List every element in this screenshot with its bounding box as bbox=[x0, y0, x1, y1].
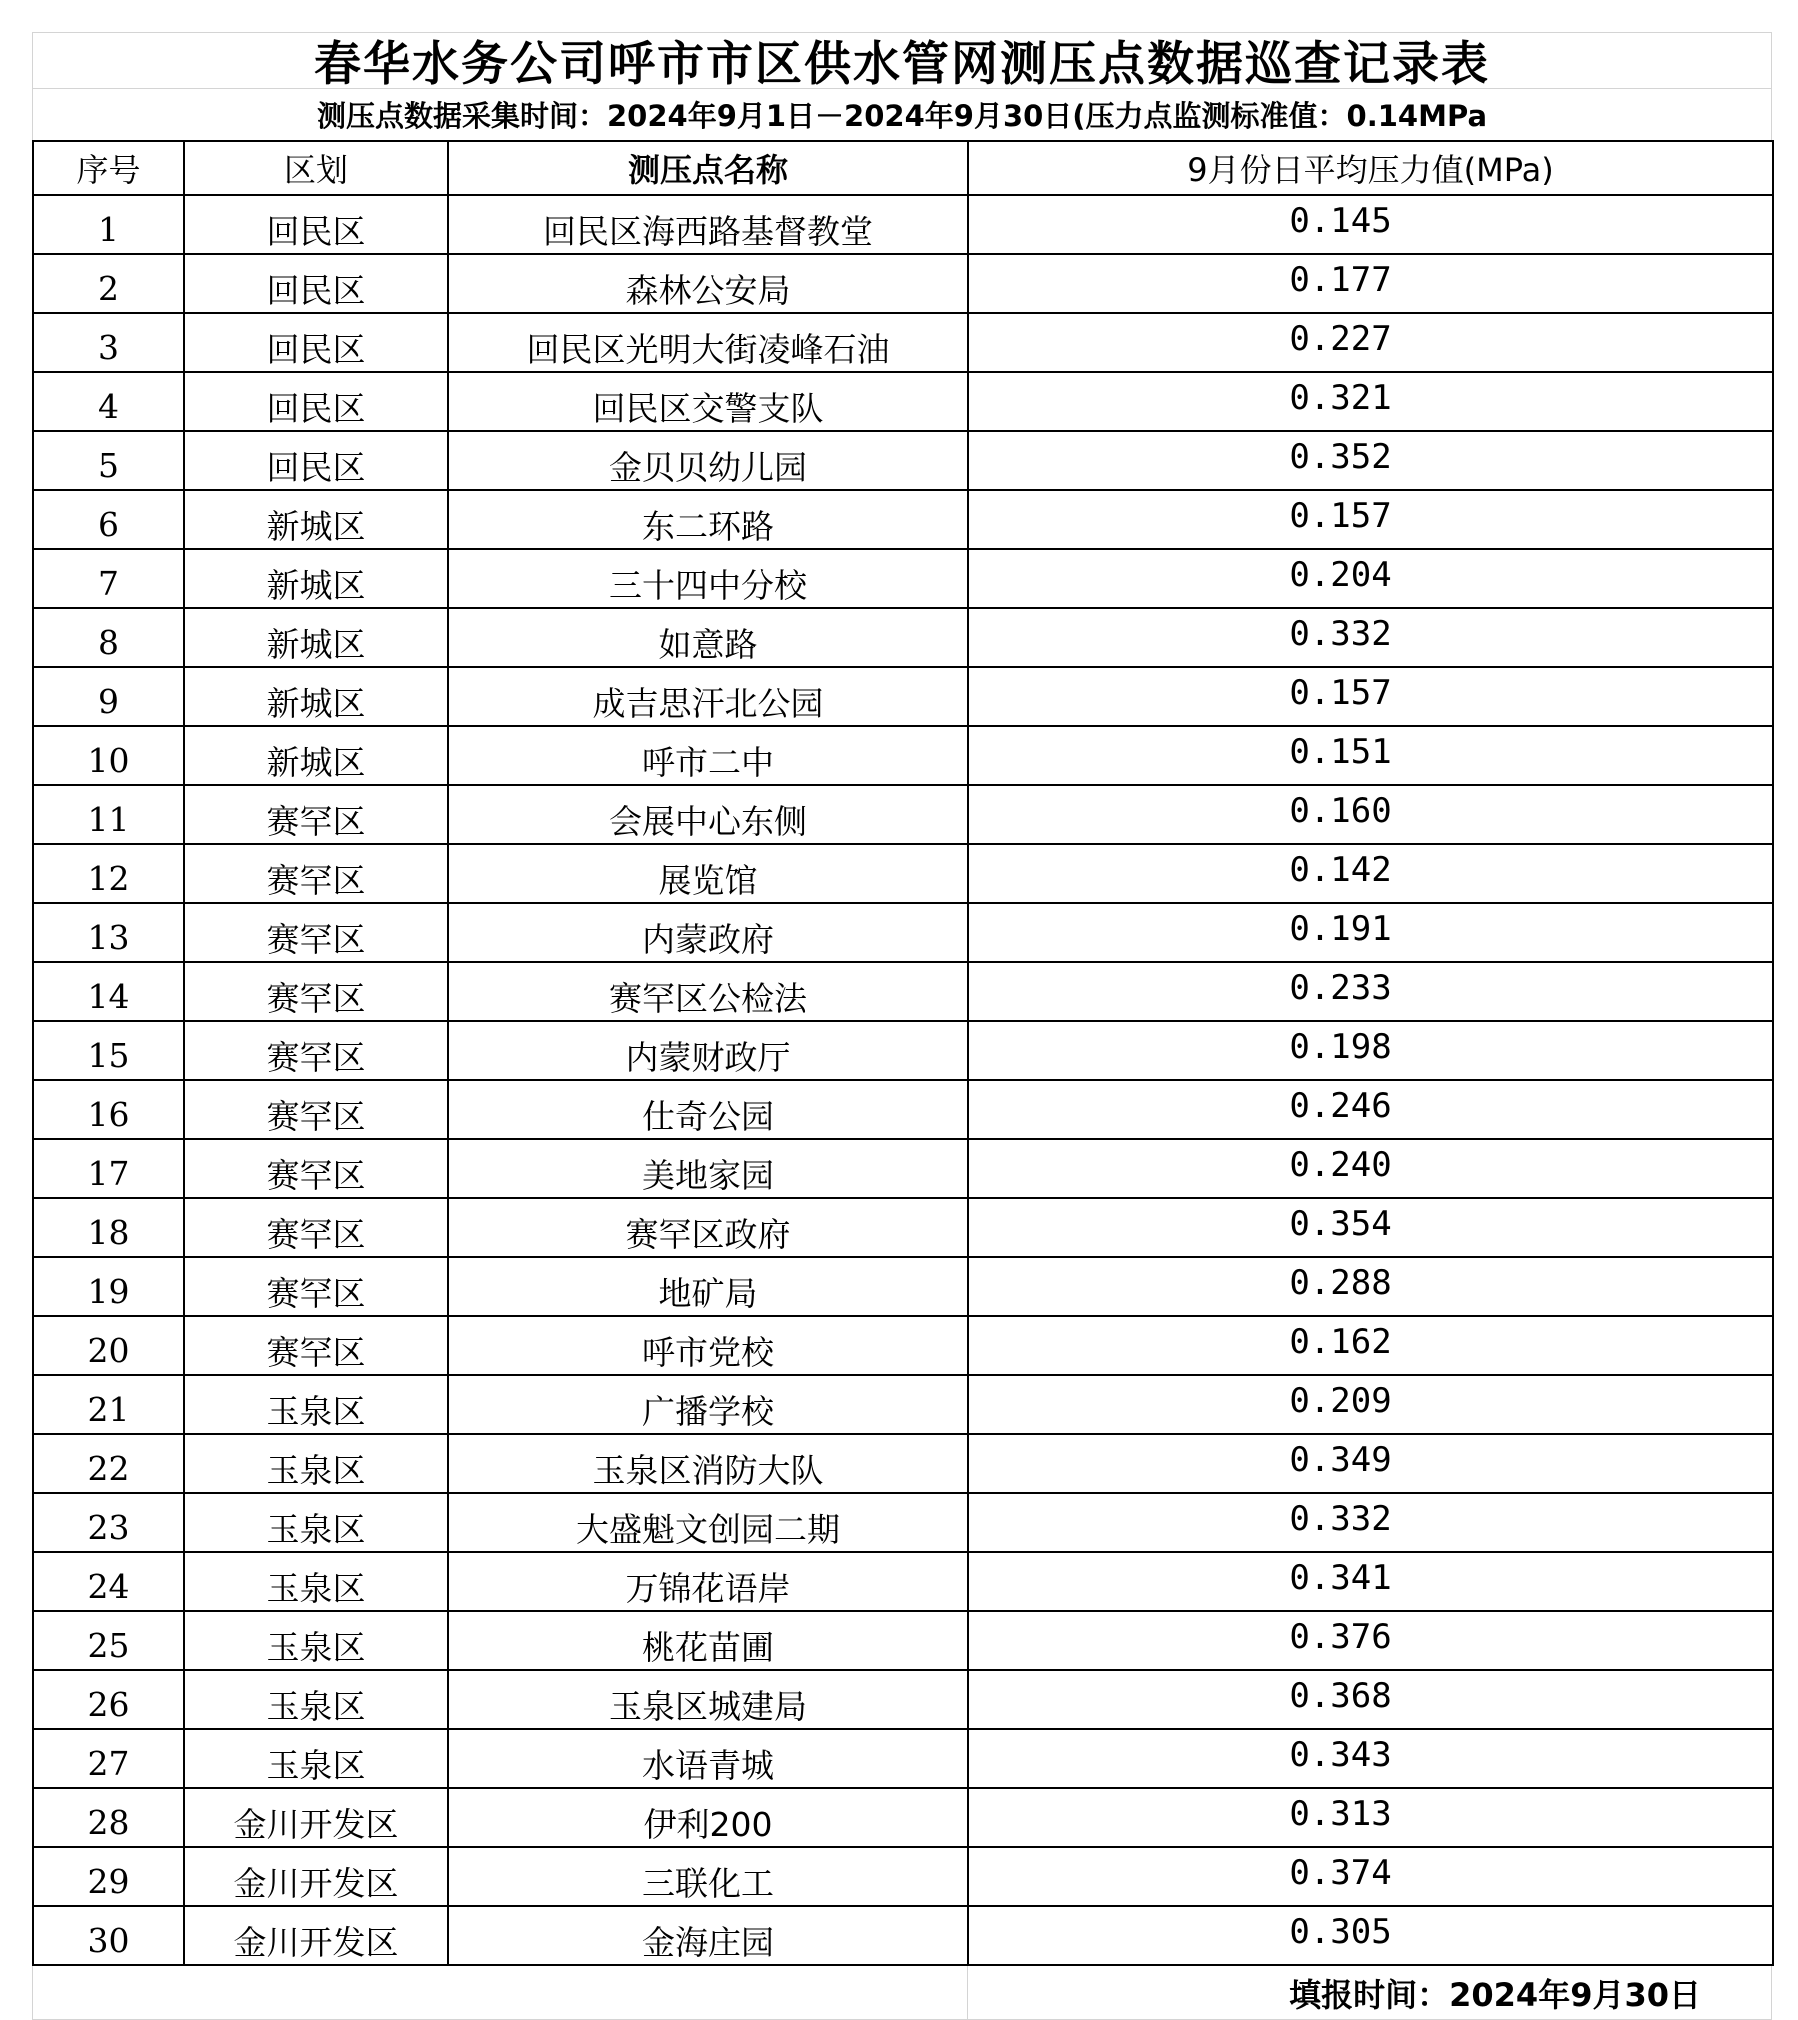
row-pressure-value-cell[interactable]: 0.305 bbox=[968, 1906, 1773, 1965]
row-index-cell[interactable]: 4 bbox=[33, 372, 184, 431]
table-row bbox=[33, 726, 1773, 785]
table-row bbox=[33, 667, 1773, 726]
row-district-cell[interactable]: 赛罕区 bbox=[184, 785, 448, 844]
row-district-cell[interactable]: 赛罕区 bbox=[184, 903, 448, 962]
row-district-cell[interactable]: 赛罕区 bbox=[184, 1021, 448, 1080]
row-index-cell[interactable]: 12 bbox=[33, 844, 184, 903]
row-index-cell[interactable]: 17 bbox=[33, 1139, 184, 1198]
table-row bbox=[33, 785, 1773, 844]
row-district-cell[interactable]: 玉泉区 bbox=[184, 1611, 448, 1670]
row-pressure-value-cell[interactable]: 0.374 bbox=[968, 1847, 1773, 1906]
row-pressure-value-cell[interactable]: 0.162 bbox=[968, 1316, 1773, 1375]
row-point-name-cell[interactable]: 内蒙财政厅 bbox=[448, 1021, 968, 1080]
table-row bbox=[33, 254, 1773, 313]
row-pressure-value-cell[interactable]: 0.151 bbox=[968, 726, 1773, 785]
row-point-name-cell[interactable]: 赛罕区政府 bbox=[448, 1198, 968, 1257]
row-pressure-value-cell[interactable]: 0.209 bbox=[968, 1375, 1773, 1434]
row-index-cell[interactable]: 27 bbox=[33, 1729, 184, 1788]
table-row bbox=[33, 1139, 1773, 1198]
row-index-cell[interactable]: 1 bbox=[33, 195, 184, 254]
table-row bbox=[33, 549, 1773, 608]
table-row bbox=[33, 1847, 1773, 1906]
row-pressure-value-cell[interactable]: 0.332 bbox=[968, 608, 1773, 667]
row-district-cell[interactable]: 玉泉区 bbox=[184, 1729, 448, 1788]
header-district[interactable]: 区划 bbox=[184, 141, 448, 195]
row-pressure-value-cell[interactable]: 0.240 bbox=[968, 1139, 1773, 1198]
table-row bbox=[33, 1493, 1773, 1552]
row-pressure-value-cell[interactable]: 0.157 bbox=[968, 667, 1773, 726]
row-district-cell[interactable]: 玉泉区 bbox=[184, 1493, 448, 1552]
row-district-cell[interactable]: 回民区 bbox=[184, 372, 448, 431]
row-point-name-cell[interactable]: 仕奇公园 bbox=[448, 1080, 968, 1139]
row-pressure-value-cell[interactable]: 0.352 bbox=[968, 431, 1773, 490]
row-point-name-cell[interactable]: 东二环路 bbox=[448, 490, 968, 549]
row-point-name-cell[interactable]: 水语青城 bbox=[448, 1729, 968, 1788]
row-district-cell[interactable]: 回民区 bbox=[184, 313, 448, 372]
row-point-name-cell[interactable]: 美地家园 bbox=[448, 1139, 968, 1198]
row-index-cell[interactable]: 28 bbox=[33, 1788, 184, 1847]
row-index-cell[interactable]: 26 bbox=[33, 1670, 184, 1729]
row-point-name-cell[interactable]: 金海庄园 bbox=[448, 1906, 968, 1965]
table-row bbox=[33, 1434, 1773, 1493]
row-point-name-cell[interactable]: 广播学校 bbox=[448, 1375, 968, 1434]
row-index-cell[interactable]: 11 bbox=[33, 785, 184, 844]
row-index-cell[interactable]: 13 bbox=[33, 903, 184, 962]
row-point-name-cell[interactable]: 万锦花语岸 bbox=[448, 1552, 968, 1611]
pressure-data-table bbox=[32, 140, 1774, 1966]
row-pressure-value-cell[interactable]: 0.191 bbox=[968, 903, 1773, 962]
row-index-cell[interactable]: 3 bbox=[33, 313, 184, 372]
row-index-cell[interactable]: 15 bbox=[33, 1021, 184, 1080]
row-pressure-value-cell[interactable]: 0.246 bbox=[968, 1080, 1773, 1139]
row-pressure-value-cell[interactable]: 0.204 bbox=[968, 549, 1773, 608]
row-index-cell[interactable]: 21 bbox=[33, 1375, 184, 1434]
row-point-name-cell[interactable]: 桃花苗圃 bbox=[448, 1611, 968, 1670]
row-point-name-cell[interactable]: 地矿局 bbox=[448, 1257, 968, 1316]
row-pressure-value-cell[interactable]: 0.321 bbox=[968, 372, 1773, 431]
table-body bbox=[33, 195, 1773, 1965]
row-point-name-cell[interactable]: 金贝贝幼儿园 bbox=[448, 431, 968, 490]
row-district-cell[interactable]: 赛罕区 bbox=[184, 1316, 448, 1375]
header-index[interactable]: 序号 bbox=[33, 141, 184, 195]
table-header-row bbox=[33, 141, 1773, 195]
row-point-name-cell[interactable]: 会展中心东侧 bbox=[448, 785, 968, 844]
row-point-name-cell[interactable]: 成吉思汗北公园 bbox=[448, 667, 968, 726]
row-district-cell[interactable]: 玉泉区 bbox=[184, 1375, 448, 1434]
row-point-name-cell[interactable]: 伊利200 bbox=[448, 1788, 968, 1847]
row-pressure-value-cell[interactable]: 0.313 bbox=[968, 1788, 1773, 1847]
row-district-cell[interactable]: 赛罕区 bbox=[184, 1257, 448, 1316]
row-index-cell[interactable]: 10 bbox=[33, 726, 184, 785]
row-district-cell[interactable]: 新城区 bbox=[184, 549, 448, 608]
row-index-cell[interactable]: 7 bbox=[33, 549, 184, 608]
row-point-name-cell[interactable]: 三联化工 bbox=[448, 1847, 968, 1906]
row-index-cell[interactable]: 24 bbox=[33, 1552, 184, 1611]
table-row bbox=[33, 195, 1773, 254]
row-district-cell[interactable]: 玉泉区 bbox=[184, 1434, 448, 1493]
row-point-name-cell[interactable]: 玉泉区消防大队 bbox=[448, 1434, 968, 1493]
row-index-cell[interactable]: 6 bbox=[33, 490, 184, 549]
row-district-cell[interactable]: 回民区 bbox=[184, 195, 448, 254]
row-district-cell[interactable]: 赛罕区 bbox=[184, 1198, 448, 1257]
row-index-cell[interactable]: 9 bbox=[33, 667, 184, 726]
row-index-cell[interactable]: 16 bbox=[33, 1080, 184, 1139]
table-row bbox=[33, 962, 1773, 1021]
table-row bbox=[33, 372, 1773, 431]
table-row bbox=[33, 1080, 1773, 1139]
table-row bbox=[33, 1729, 1773, 1788]
table-row bbox=[33, 1788, 1773, 1847]
row-district-cell[interactable]: 新城区 bbox=[184, 490, 448, 549]
collection-period-subtitle[interactable]: 测压点数据采集时间：2024年9月1日－2024年9月30日(压力点监测标准值：0.14MPa bbox=[32, 88, 1772, 140]
row-index-cell[interactable]: 19 bbox=[33, 1257, 184, 1316]
report-date[interactable]: 填报时间：2024年9月30日 bbox=[967, 1966, 1772, 2020]
table-row bbox=[33, 1670, 1773, 1729]
row-point-name-cell[interactable]: 大盛魁文创园二期 bbox=[448, 1493, 968, 1552]
row-point-name-cell[interactable]: 森林公安局 bbox=[448, 254, 968, 313]
row-index-cell[interactable]: 30 bbox=[33, 1906, 184, 1965]
row-district-cell[interactable]: 赛罕区 bbox=[184, 962, 448, 1021]
row-pressure-value-cell[interactable]: 0.332 bbox=[968, 1493, 1773, 1552]
row-pressure-value-cell[interactable]: 0.157 bbox=[968, 490, 1773, 549]
table-row bbox=[33, 1021, 1773, 1080]
row-pressure-value-cell[interactable]: 0.198 bbox=[968, 1021, 1773, 1080]
header-point-name[interactable]: 测压点名称 bbox=[448, 141, 968, 195]
row-district-cell[interactable]: 新城区 bbox=[184, 726, 448, 785]
row-point-name-cell[interactable]: 呼市二中 bbox=[448, 726, 968, 785]
row-point-name-cell[interactable]: 内蒙政府 bbox=[448, 903, 968, 962]
table-row bbox=[33, 1611, 1773, 1670]
row-district-cell[interactable]: 赛罕区 bbox=[184, 1139, 448, 1198]
row-district-cell[interactable]: 回民区 bbox=[184, 431, 448, 490]
row-district-cell[interactable]: 新城区 bbox=[184, 667, 448, 726]
row-index-cell[interactable]: 18 bbox=[33, 1198, 184, 1257]
row-pressure-value-cell[interactable]: 0.341 bbox=[968, 1552, 1773, 1611]
row-index-cell[interactable]: 14 bbox=[33, 962, 184, 1021]
row-pressure-value-cell[interactable]: 0.376 bbox=[968, 1611, 1773, 1670]
table-row bbox=[33, 490, 1773, 549]
header-pressure-value[interactable]: 9月份日平均压力值(MPa) bbox=[968, 141, 1773, 195]
row-pressure-value-cell[interactable]: 0.142 bbox=[968, 844, 1773, 903]
row-district-cell[interactable]: 金川开发区 bbox=[184, 1906, 448, 1965]
row-point-name-cell[interactable]: 回民区交警支队 bbox=[448, 372, 968, 431]
row-pressure-value-cell[interactable]: 0.177 bbox=[968, 254, 1773, 313]
row-index-cell[interactable]: 20 bbox=[33, 1316, 184, 1375]
table-row bbox=[33, 844, 1773, 903]
row-district-cell[interactable]: 玉泉区 bbox=[184, 1670, 448, 1729]
table-row bbox=[33, 313, 1773, 372]
row-index-cell[interactable]: 22 bbox=[33, 1434, 184, 1493]
row-district-cell[interactable]: 回民区 bbox=[184, 254, 448, 313]
row-point-name-cell[interactable]: 三十四中分校 bbox=[448, 549, 968, 608]
table-row bbox=[33, 431, 1773, 490]
row-point-name-cell[interactable]: 回民区海西路基督教堂 bbox=[448, 195, 968, 254]
row-index-cell[interactable]: 29 bbox=[33, 1847, 184, 1906]
row-point-name-cell[interactable]: 展览馆 bbox=[448, 844, 968, 903]
row-pressure-value-cell[interactable]: 0.145 bbox=[968, 195, 1773, 254]
row-district-cell[interactable]: 新城区 bbox=[184, 608, 448, 667]
table-row bbox=[33, 1316, 1773, 1375]
row-pressure-value-cell[interactable]: 0.288 bbox=[968, 1257, 1773, 1316]
row-pressure-value-cell[interactable]: 0.343 bbox=[968, 1729, 1773, 1788]
row-district-cell[interactable]: 金川开发区 bbox=[184, 1847, 448, 1906]
row-district-cell[interactable]: 赛罕区 bbox=[184, 844, 448, 903]
row-point-name-cell[interactable]: 回民区光明大街凌峰石油 bbox=[448, 313, 968, 372]
footer-row bbox=[32, 1966, 1772, 2020]
row-index-cell[interactable]: 25 bbox=[33, 1611, 184, 1670]
row-pressure-value-cell[interactable]: 0.160 bbox=[968, 785, 1773, 844]
row-pressure-value-cell[interactable]: 0.233 bbox=[968, 962, 1773, 1021]
row-index-cell[interactable]: 5 bbox=[33, 431, 184, 490]
footer-empty-cell[interactable] bbox=[32, 1966, 967, 2020]
row-district-cell[interactable]: 赛罕区 bbox=[184, 1080, 448, 1139]
row-point-name-cell[interactable]: 如意路 bbox=[448, 608, 968, 667]
row-point-name-cell[interactable]: 玉泉区城建局 bbox=[448, 1670, 968, 1729]
row-index-cell[interactable]: 2 bbox=[33, 254, 184, 313]
row-pressure-value-cell[interactable]: 0.349 bbox=[968, 1434, 1773, 1493]
row-pressure-value-cell[interactable]: 0.368 bbox=[968, 1670, 1773, 1729]
table-row bbox=[33, 1906, 1773, 1965]
row-pressure-value-cell[interactable]: 0.354 bbox=[968, 1198, 1773, 1257]
table-row bbox=[33, 1552, 1773, 1611]
table-row bbox=[33, 1375, 1773, 1434]
table-row bbox=[33, 1257, 1773, 1316]
row-index-cell[interactable]: 23 bbox=[33, 1493, 184, 1552]
row-index-cell[interactable]: 8 bbox=[33, 608, 184, 667]
row-point-name-cell[interactable]: 赛罕区公检法 bbox=[448, 962, 968, 1021]
table-row bbox=[33, 608, 1773, 667]
row-point-name-cell[interactable]: 呼市党校 bbox=[448, 1316, 968, 1375]
row-district-cell[interactable]: 金川开发区 bbox=[184, 1788, 448, 1847]
row-pressure-value-cell[interactable]: 0.227 bbox=[968, 313, 1773, 372]
document-title[interactable]: 春华水务公司呼市市区供水管网测压点数据巡查记录表 bbox=[32, 32, 1772, 88]
row-district-cell[interactable]: 玉泉区 bbox=[184, 1552, 448, 1611]
spreadsheet bbox=[32, 32, 1772, 2020]
table-row bbox=[33, 1198, 1773, 1257]
table-row bbox=[33, 903, 1773, 962]
